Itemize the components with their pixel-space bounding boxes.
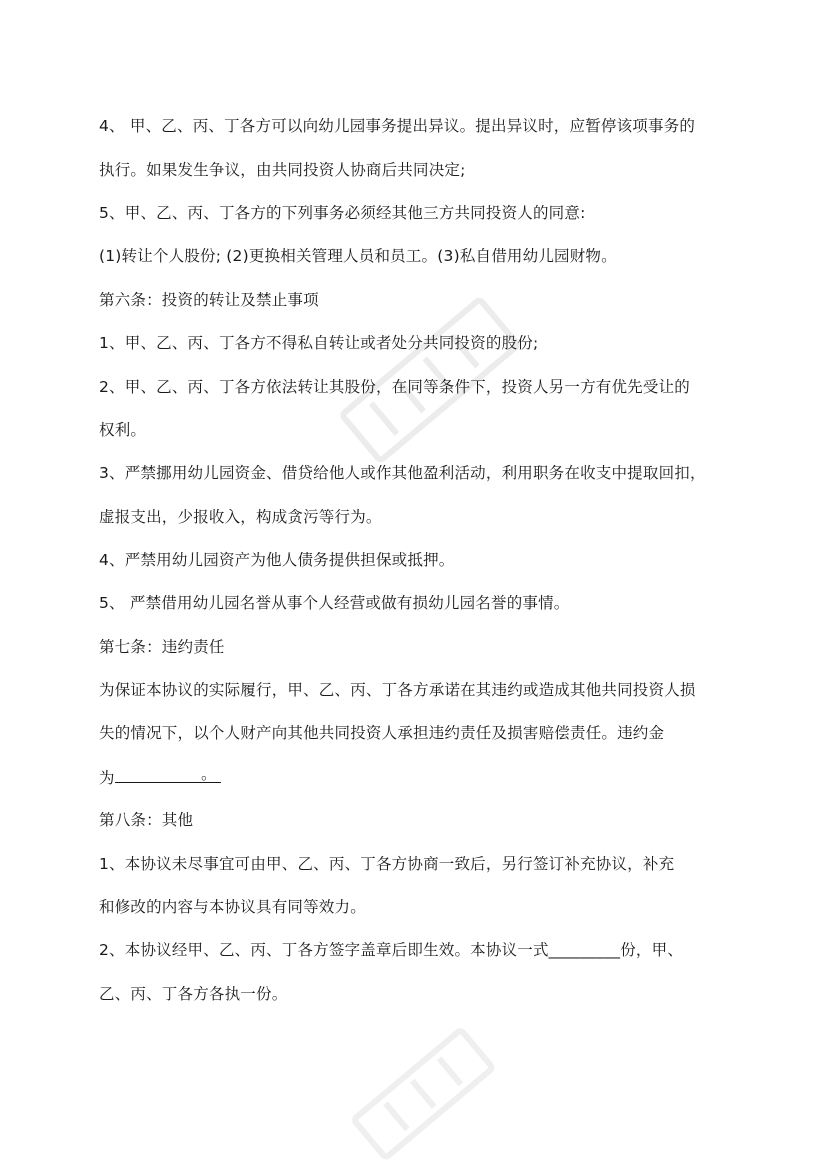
section-heading: 第六条：投资的转让及禁止事项	[99, 291, 319, 309]
paragraph-line: 为保证本协议的实际履行，甲、乙、丙、丁各方承诺在其违约或造成其他共同投资人损	[99, 681, 696, 699]
paragraph-line: 1、本协议未尽事宜可由甲、乙、丙、丁各方协商一致后，另行签订补充协议，补充	[99, 855, 675, 873]
paragraph-line: 执行。如果发生争议，由共同投资人协商后共同决定;	[99, 161, 466, 179]
penalty-line	[99, 766, 221, 789]
section-heading: 第八条：其他	[99, 811, 194, 829]
penalty-suffix: 。	[201, 765, 217, 783]
paragraph-line: 2、甲、乙、丙、丁各方依法转让其股份，在同等条件下，投资人另一方有优先受让的	[99, 378, 690, 396]
paragraph-line: 权利。	[99, 421, 147, 439]
paragraph-line: 5、甲、乙、丙、丁各方的下列事务必须经其他三方共同投资人的同意:	[99, 204, 586, 222]
penalty-amount-blank[interactable]	[115, 766, 221, 783]
paragraph-line: 4、严禁用幼儿园资产为他人债务提供担保或抵押。	[99, 551, 455, 569]
paragraph-line: 4、 甲、乙、丙、丁各方可以向幼儿园事务提出异议。提出异议时，应暂停该项事务的	[99, 117, 696, 135]
penalty-prefix: 为	[99, 769, 115, 787]
paragraph-line: 2、本协议经甲、乙、丙、丁各方签字盖章后即生效。本协议一式_________份，甲、	[99, 941, 684, 959]
watermark-stamp-icon	[330, 1000, 510, 1174]
paragraph-line: (1)转让个人股份; (2)更换相关管理人员和员工。(3)私自借用幼儿园财物。	[99, 247, 617, 265]
section-heading: 第七条：违约责任	[99, 638, 225, 656]
paragraph-line: 和修改的内容与本协议具有同等效力。	[99, 898, 366, 916]
paragraph-line: 乙、丙、丁各方各执一份。	[99, 985, 288, 1003]
paragraph-line: 失的情况下，以个人财产向其他共同投资人承担违约责任及损害赔偿责任。违约金	[99, 724, 665, 742]
paragraph-line: 3、严禁挪用幼儿园资金、借贷给他人或作其他盈利活动，利用职务在收支中提取回扣，	[99, 464, 706, 482]
paragraph-line: 5、 严禁借用幼儿园名誉从事个人经营或做有损幼儿园名誉的事情。	[99, 594, 570, 612]
paragraph-line: 虚报支出，少报收入，构成贪污等行为。	[99, 508, 382, 526]
paragraph-line: 1、甲、乙、丙、丁各方不得私自转让或者处分共同投资的股份;	[99, 334, 539, 352]
